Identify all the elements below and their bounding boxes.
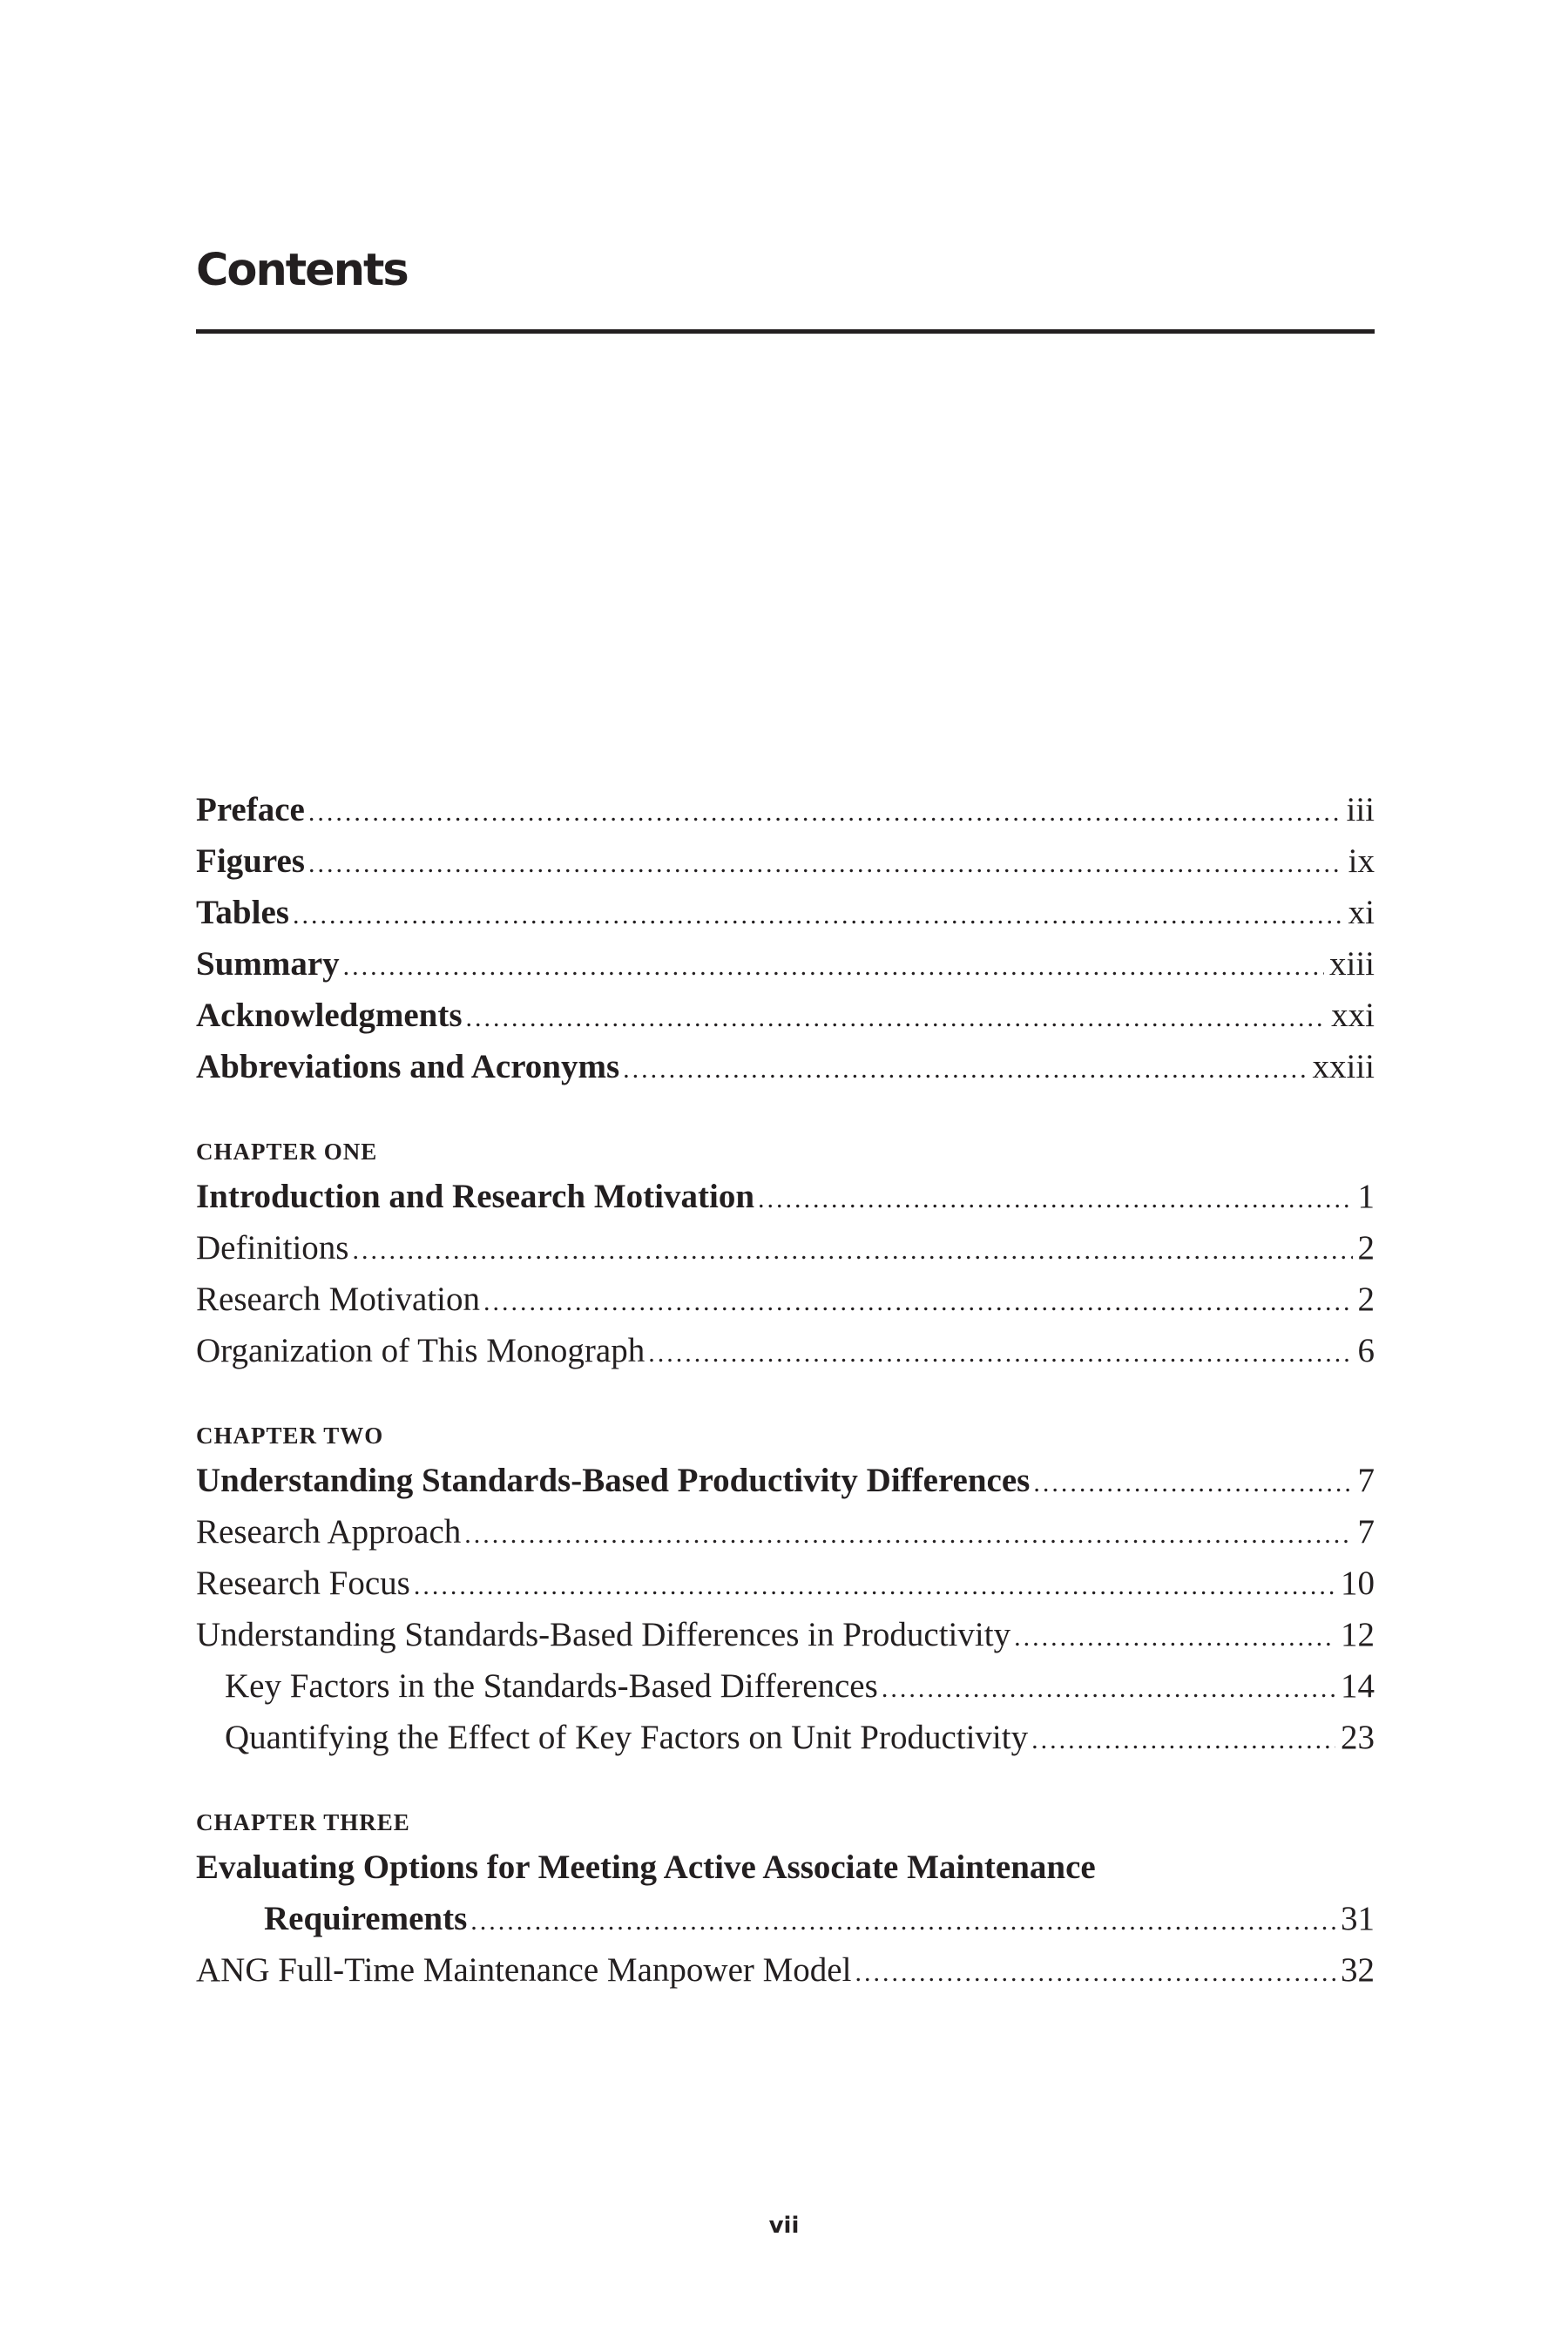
toc-chapter-title[interactable] <box>196 1842 1375 1944</box>
title-rule <box>196 329 1375 334</box>
chapter-label: CHAPTER THREE <box>196 1809 410 1835</box>
toc-entry-label: Organization of This Monograph <box>196 1332 645 1369</box>
toc-entry-abbreviations[interactable] <box>196 1041 1375 1092</box>
dot-leader <box>466 992 1327 1044</box>
dot-leader <box>648 1328 1352 1379</box>
dot-leader <box>352 1225 1352 1276</box>
dot-leader <box>308 838 1343 889</box>
toc-entry-label: Research Focus <box>196 1565 410 1602</box>
toc-entry-label: Research Motivation <box>196 1281 480 1318</box>
toc-entry-summary[interactable] <box>196 938 1375 990</box>
toc-entry-preface[interactable] <box>196 784 1375 835</box>
dot-leader <box>483 1276 1353 1328</box>
toc-section[interactable] <box>196 1506 1375 1558</box>
toc-entry-page: 7 <box>1357 1462 1375 1499</box>
dot-leader <box>882 1663 1335 1714</box>
dot-leader <box>343 941 1324 992</box>
toc-entry-page: 2 <box>1357 1281 1375 1318</box>
toc-entry-page: xiii <box>1328 945 1375 983</box>
toc-entry-page: xi <box>1348 894 1375 931</box>
page-title: Contents <box>196 245 408 296</box>
toc-entry-label: Tables <box>196 894 289 931</box>
toc-entry-page: 7 <box>1357 1513 1375 1551</box>
toc-subsection[interactable] <box>196 1712 1375 1763</box>
dot-leader <box>1033 1457 1352 1509</box>
dot-leader <box>293 889 1343 941</box>
dot-leader <box>308 787 1342 838</box>
toc-entry-page: xxiii <box>1312 1048 1375 1085</box>
toc-entry-figures[interactable] <box>196 835 1375 887</box>
toc-entry-page: 6 <box>1357 1332 1375 1369</box>
chapter-label: CHAPTER TWO <box>196 1423 384 1449</box>
toc-entry-continuation <box>196 1893 1375 1944</box>
toc-entry-label: Preface <box>196 791 305 828</box>
chapter-label: CHAPTER ONE <box>196 1139 378 1165</box>
dot-leader <box>623 1044 1307 1095</box>
toc-entry-label: Acknowledgments <box>196 997 463 1034</box>
toc-entry-page: 10 <box>1341 1565 1375 1602</box>
toc-entry-page: 32 <box>1341 1951 1375 1989</box>
toc-entry-page: 23 <box>1341 1719 1375 1756</box>
toc-entry-label: Understanding Standards-Based Productivity Differences <box>196 1462 1031 1499</box>
toc-entry-label: Definitions <box>196 1229 349 1267</box>
toc-entry-label: Introduction and Research Motivation <box>196 1178 755 1215</box>
toc-chapter-title[interactable] <box>196 1171 1375 1222</box>
toc-entry-label: Research Approach <box>196 1513 462 1551</box>
dot-leader <box>855 1947 1335 1998</box>
toc-section[interactable] <box>196 1222 1375 1274</box>
toc-subsection[interactable] <box>196 1660 1375 1712</box>
dot-leader <box>470 1896 1335 1947</box>
toc-section[interactable] <box>196 1325 1375 1376</box>
dot-leader <box>464 1509 1352 1560</box>
toc-entry-acknowledgments[interactable] <box>196 990 1375 1041</box>
toc-section[interactable] <box>196 1944 1375 1996</box>
dot-leader <box>414 1560 1335 1612</box>
toc-entry-page: 2 <box>1357 1229 1375 1267</box>
toc-entry-page: xxi <box>1331 997 1375 1034</box>
toc-entry-label: Figures <box>196 842 305 880</box>
page-number: vii <box>768 2213 800 2239</box>
table-of-contents <box>196 784 1375 1996</box>
toc-section[interactable] <box>196 1558 1375 1609</box>
toc-entry-page: ix <box>1348 842 1375 880</box>
toc-entry-label: Understanding Standards-Based Differences in Productivity <box>196 1616 1011 1653</box>
dot-leader <box>1014 1612 1335 1663</box>
toc-entry-page: iii <box>1346 791 1375 828</box>
toc-entry-label-line1: Evaluating Options for Meeting Active Associate Maintenance <box>196 1848 1096 1886</box>
toc-entry-tables[interactable] <box>196 887 1375 938</box>
toc-entry-page: 31 <box>1341 1900 1375 1937</box>
toc-section[interactable] <box>196 1274 1375 1325</box>
toc-entry-page: 14 <box>1341 1667 1375 1705</box>
toc-entry-label: Abbreviations and Acronyms <box>196 1048 620 1085</box>
toc-chapter-title[interactable] <box>196 1455 1375 1506</box>
toc-section[interactable] <box>196 1609 1375 1660</box>
toc-entry-label: Key Factors in the Standards-Based Differences <box>225 1667 878 1705</box>
toc-entry-page: 1 <box>1357 1178 1375 1215</box>
toc-entry-page: 12 <box>1341 1616 1375 1653</box>
toc-entry-label: ANG Full-Time Maintenance Manpower Model <box>196 1951 852 1989</box>
dot-leader <box>758 1173 1352 1225</box>
toc-entry-label-line2: Requirements <box>264 1900 468 1937</box>
toc-entry-label: Quantifying the Effect of Key Factors on Unit Productivity <box>225 1719 1029 1756</box>
dot-leader <box>1031 1714 1335 1766</box>
toc-entry-label: Summary <box>196 945 340 983</box>
